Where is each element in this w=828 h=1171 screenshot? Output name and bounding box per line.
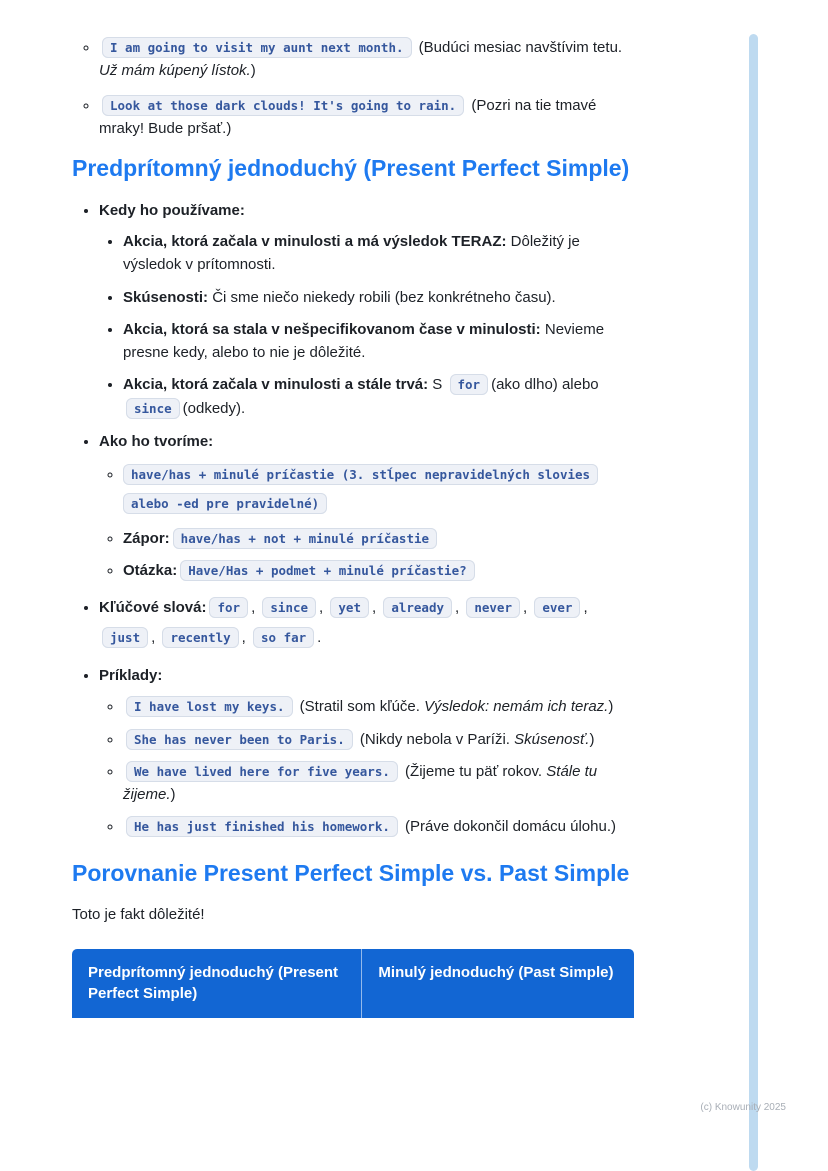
code-chip: since — [262, 597, 316, 618]
separator: , — [522, 598, 532, 616]
table-header-cell-past-simple: Minulý jednoduchý (Past Simple) — [361, 949, 634, 1019]
intro-example-item — [99, 94, 634, 141]
translation-text: ) — [589, 730, 595, 748]
translation-text: (Nikdy nebola v Paríži. — [355, 730, 515, 748]
italic-note: Stále tu žijeme. — [123, 762, 598, 803]
usage-item — [123, 318, 634, 365]
code-chip: We have lived here for five years. — [126, 761, 398, 782]
code-chip: for — [450, 374, 489, 395]
scrollbar-thumb[interactable] — [749, 34, 758, 1171]
code-chip: ever — [534, 597, 580, 618]
usage-list — [99, 230, 634, 420]
usage-item — [123, 373, 634, 420]
code-chip: He has just finished his homework. — [126, 816, 398, 837]
usage-block — [99, 199, 634, 420]
keywords-block — [99, 593, 634, 655]
italic-note: Výsledok: nemám ich teraz. — [424, 698, 609, 716]
code-chip: since — [126, 398, 180, 419]
code-chip: already — [383, 597, 452, 618]
code-chip: Look at those dark clouds! It's going to rain. — [102, 95, 464, 116]
usage-label: Kedy ho používame: — [99, 201, 245, 219]
separator: , — [583, 598, 588, 616]
bold-lead: Akcia, ktorá sa stala v nešpecifikovanom čase v minulosti: — [123, 320, 541, 338]
code-chip: have/has + not + minulé príčastie — [173, 528, 437, 549]
examples-list — [99, 695, 634, 838]
intro-example-item — [99, 36, 634, 83]
code-chip: so far — [253, 627, 314, 648]
example-item — [123, 695, 634, 718]
code-chip: have/has + minulé príčastie (3. stĺpec nepravidelných slovies alebo -ed pre pravidelné) — [123, 464, 598, 514]
translation-text: ) — [170, 786, 176, 803]
examples-block — [99, 664, 634, 839]
translation-text: ) — [250, 62, 256, 80]
comparison-table-header — [72, 949, 634, 1019]
code-chip: for — [209, 597, 248, 618]
forming-question-item — [123, 559, 634, 582]
forming-rule-item — [123, 461, 634, 518]
translation-text: ) — [608, 698, 614, 716]
text-fragment: S — [428, 376, 443, 394]
forming-list — [99, 461, 634, 583]
section-heading-present-perfect: Predprítomný jednoduchý (Present Perfect Simple) — [72, 155, 630, 181]
separator: , — [319, 598, 328, 616]
text-fragment: Dôležitý je výsledok v prítomnosti. — [123, 233, 580, 274]
separator: , — [241, 629, 251, 647]
usage-item — [123, 286, 634, 309]
watermark: (c) Knowunity 2025 — [700, 1101, 786, 1113]
separator: , — [371, 598, 381, 616]
comparison-note: Toto je fakt dôležité! — [72, 906, 205, 924]
separator: . — [317, 629, 322, 647]
forming-label: Ako ho tvoríme: — [99, 432, 214, 450]
forming-block — [99, 430, 634, 583]
code-chip: yet — [330, 597, 369, 618]
examples-label: Príklady: — [99, 667, 163, 684]
translation-text: (Pozri na tie tmavé mraky! Bude pršať.) — [99, 96, 597, 137]
present-perfect-list — [72, 199, 634, 839]
translation-text: (Žijeme tu päť rokov. — [400, 762, 547, 780]
example-item — [123, 815, 634, 838]
section-heading-comparison: Porovnanie Present Perfect Simple vs. Past Simple — [72, 859, 630, 886]
usage-item — [123, 230, 634, 277]
separator: , — [151, 629, 160, 647]
code-chip: Have/Has + podmet + minulé príčastie? — [180, 560, 474, 581]
code-chip: recently — [162, 627, 238, 648]
intro-example-list — [72, 36, 634, 140]
text-fragment: (ako dlho) alebo — [491, 376, 599, 394]
document-content — [72, 36, 634, 1018]
separator: , — [251, 598, 260, 616]
bold-lead: Otázka: — [123, 562, 178, 580]
table-header-cell-present-perfect: Predprítomný jednoduchý (Present Perfect Simple) — [88, 963, 339, 1003]
code-chip: never — [466, 597, 520, 618]
example-item — [123, 760, 634, 807]
code-chip: just — [102, 627, 148, 648]
italic-note: Skúsenosť. — [514, 730, 590, 748]
keywords-label: Kľúčové slová: — [99, 598, 207, 616]
translation-text: (Práve dokončil domácu úlohu.) — [400, 818, 616, 836]
bold-lead: Zápor: — [123, 530, 170, 547]
bold-lead: Akcia, ktorá začala v minulosti a má výsledok TERAZ: — [123, 233, 507, 250]
text-fragment: Nevieme presne kedy, alebo to nie je dôležité. — [123, 320, 605, 361]
translation-text: (Stratil som kľúče. — [295, 698, 425, 716]
code-chip: She has never been to Paris. — [126, 729, 353, 750]
forming-negative-item — [123, 527, 634, 550]
text-fragment: Či sme niečo niekedy robili (bez konkrétneho času). — [208, 288, 556, 306]
code-chip: I have lost my keys. — [126, 696, 293, 717]
bold-lead: Akcia, ktorá začala v minulosti a stále trvá: — [123, 376, 429, 394]
text-fragment: (odkedy). — [182, 399, 246, 417]
code-chip: I am going to visit my aunt next month. — [102, 37, 412, 58]
bold-lead: Skúsenosti: — [123, 288, 209, 306]
example-item — [123, 728, 634, 751]
translation-text: (Budúci mesiac navštívim tetu. — [414, 39, 623, 56]
separator: , — [455, 598, 464, 616]
italic-note: Už mám kúpený lístok. — [99, 62, 251, 80]
